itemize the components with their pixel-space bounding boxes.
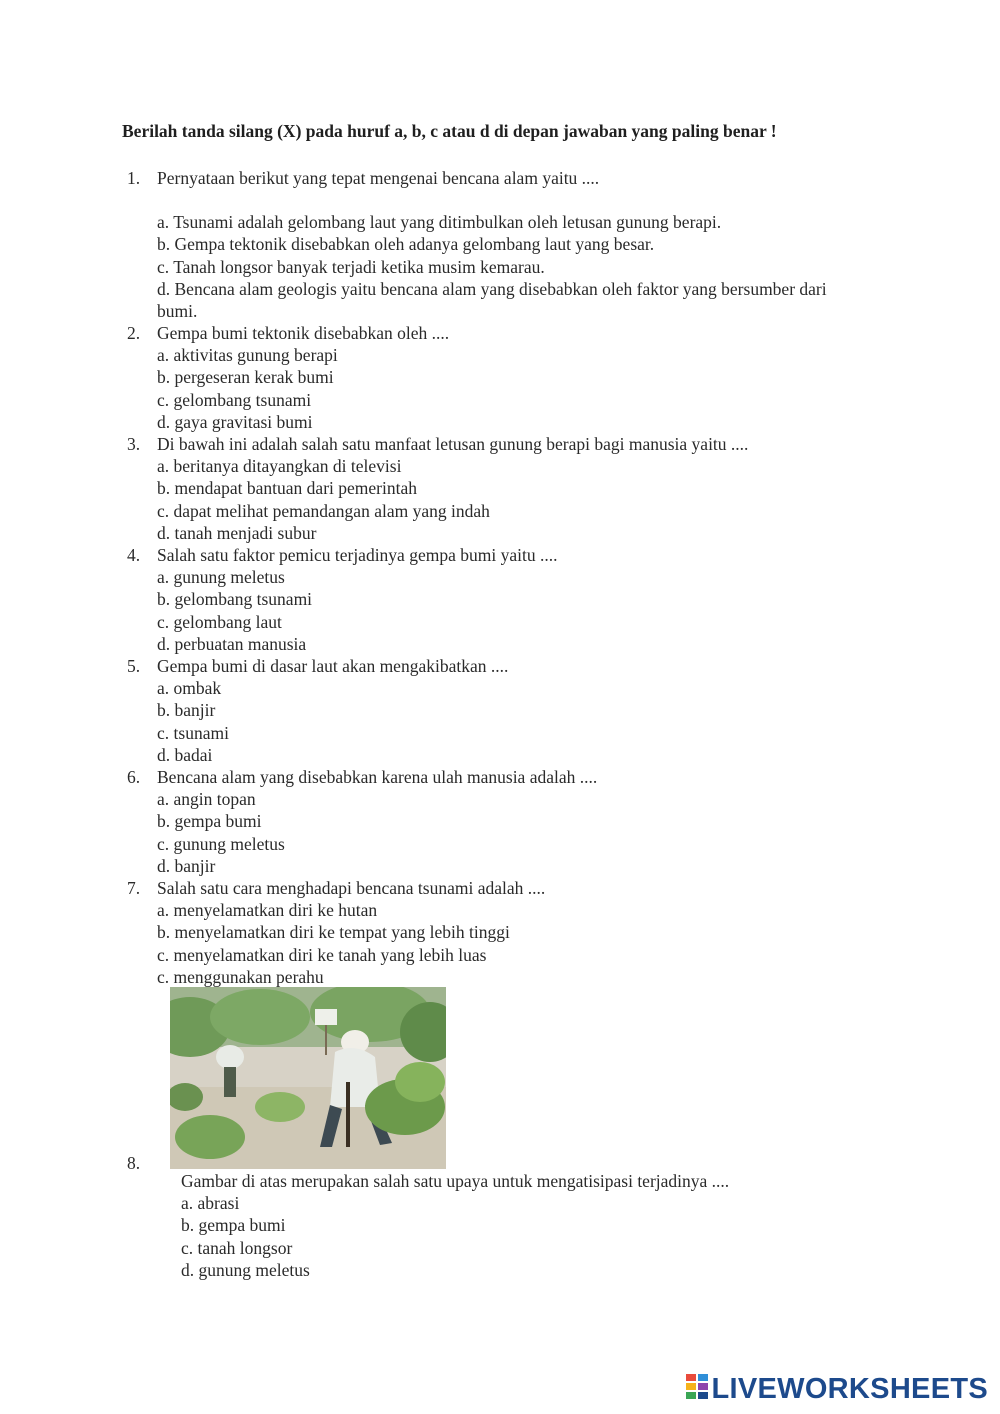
- option-a[interactable]: a. aktivitas gunung berapi: [157, 345, 338, 366]
- question-stem: Pernyataan berikut yang tepat mengenai bencana alam yaitu ....: [157, 168, 600, 188]
- option-a[interactable]: a. abrasi: [181, 1193, 240, 1214]
- question-stem: Gambar di atas merupakan salah satu upaya untuk mengatisipasi terjadinya ....: [181, 1171, 730, 1191]
- option-c[interactable]: c. gunung meletus: [157, 833, 285, 854]
- question-stem: Gempa bumi di dasar laut akan mengakibatkan ....: [157, 656, 509, 676]
- option-a[interactable]: a. beritanya ditayangkan di televisi: [157, 456, 402, 477]
- option-b[interactable]: b. banjir: [157, 700, 216, 721]
- option-a[interactable]: a. angin topan: [157, 789, 256, 810]
- option-b[interactable]: b. mendapat bantuan dari pemerintah: [157, 478, 417, 499]
- option-d[interactable]: d. perbuatan manusia: [157, 633, 307, 654]
- option-c[interactable]: c. gelombang tsunami: [157, 389, 312, 410]
- option-b[interactable]: b. Gempa tektonik disebabkan oleh adanya gelombang laut yang besar.: [157, 234, 655, 255]
- option-d[interactable]: d. badai: [157, 744, 213, 765]
- question-number: 4.: [127, 545, 141, 565]
- instruction-heading: Berilah tanda silang (X) pada huruf a, b, c atau d di depan jawaban yang paling benar !: [122, 121, 777, 141]
- option-c[interactable]: c. Tanah longsor banyak terjadi ketika musim kemarau.: [157, 256, 545, 277]
- option-d[interactable]: d. Bencana alam geologis yaitu bencana alam yang disebabkan oleh faktor yang bersumber dari bumi.: [157, 278, 827, 322]
- question-number: 1.: [127, 168, 141, 188]
- question-stem: Gempa bumi tektonik disebabkan oleh ....: [157, 323, 450, 343]
- question-number: 5.: [127, 656, 141, 676]
- question-number: 6.: [127, 767, 141, 787]
- question-number: 2.: [127, 323, 141, 343]
- option-c[interactable]: c. menyelamatkan diri ke tanah yang lebih luas: [157, 944, 487, 965]
- liveworksheets-brand[interactable]: [686, 1372, 989, 1406]
- liveworksheets-logo-icon: [686, 1374, 708, 1405]
- option-a[interactable]: a. gunung meletus: [157, 567, 285, 588]
- option-c[interactable]: c. tsunami: [157, 722, 229, 743]
- question-8: [181, 1170, 729, 1281]
- option-b[interactable]: b. gelombang tsunami: [157, 589, 313, 610]
- question-number: 8.: [127, 1153, 141, 1173]
- option-a[interactable]: a. ombak: [157, 678, 222, 699]
- option-d[interactable]: d. banjir: [157, 855, 216, 876]
- option-c[interactable]: c. tanah longsor: [181, 1237, 293, 1258]
- option-d[interactable]: d. gaya gravitasi bumi: [157, 411, 313, 432]
- option-b[interactable]: b. gempa bumi: [181, 1215, 286, 1236]
- question-stem: Bencana alam yang disebabkan karena ulah manusia adalah ....: [157, 767, 598, 787]
- question-stem: Salah satu faktor pemicu terjadinya gempa bumi yaitu ....: [157, 545, 558, 565]
- mangrove-planting-photo: [170, 987, 446, 1169]
- question-number: 3.: [127, 434, 141, 454]
- option-c[interactable]: c. dapat melihat pemandangan alam yang indah: [157, 500, 490, 521]
- question-stem: Salah satu cara menghadapi bencana tsunami adalah ....: [157, 878, 546, 898]
- brand-name: LIVEWORKSHEETS: [711, 1372, 988, 1405]
- option-a[interactable]: a. Tsunami adalah gelombang laut yang ditimbulkan oleh letusan gunung berapi.: [157, 212, 722, 233]
- option-b[interactable]: b. pergeseran kerak bumi: [157, 367, 334, 388]
- option-d[interactable]: c. menggunakan perahu: [157, 966, 324, 987]
- option-c[interactable]: c. gelombang laut: [157, 611, 282, 632]
- option-b[interactable]: b. gempa bumi: [157, 811, 262, 832]
- option-d[interactable]: d. tanah menjadi subur: [157, 522, 317, 543]
- option-a[interactable]: a. menyelamatkan diri ke hutan: [157, 900, 378, 921]
- option-d[interactable]: d. gunung meletus: [181, 1259, 310, 1280]
- option-b[interactable]: b. menyelamatkan diri ke tempat yang lebih tinggi: [157, 922, 510, 943]
- question-number: 7.: [127, 878, 141, 898]
- question-stem: Di bawah ini adalah salah satu manfaat letusan gunung berapi bagi manusia yaitu ....: [157, 434, 749, 454]
